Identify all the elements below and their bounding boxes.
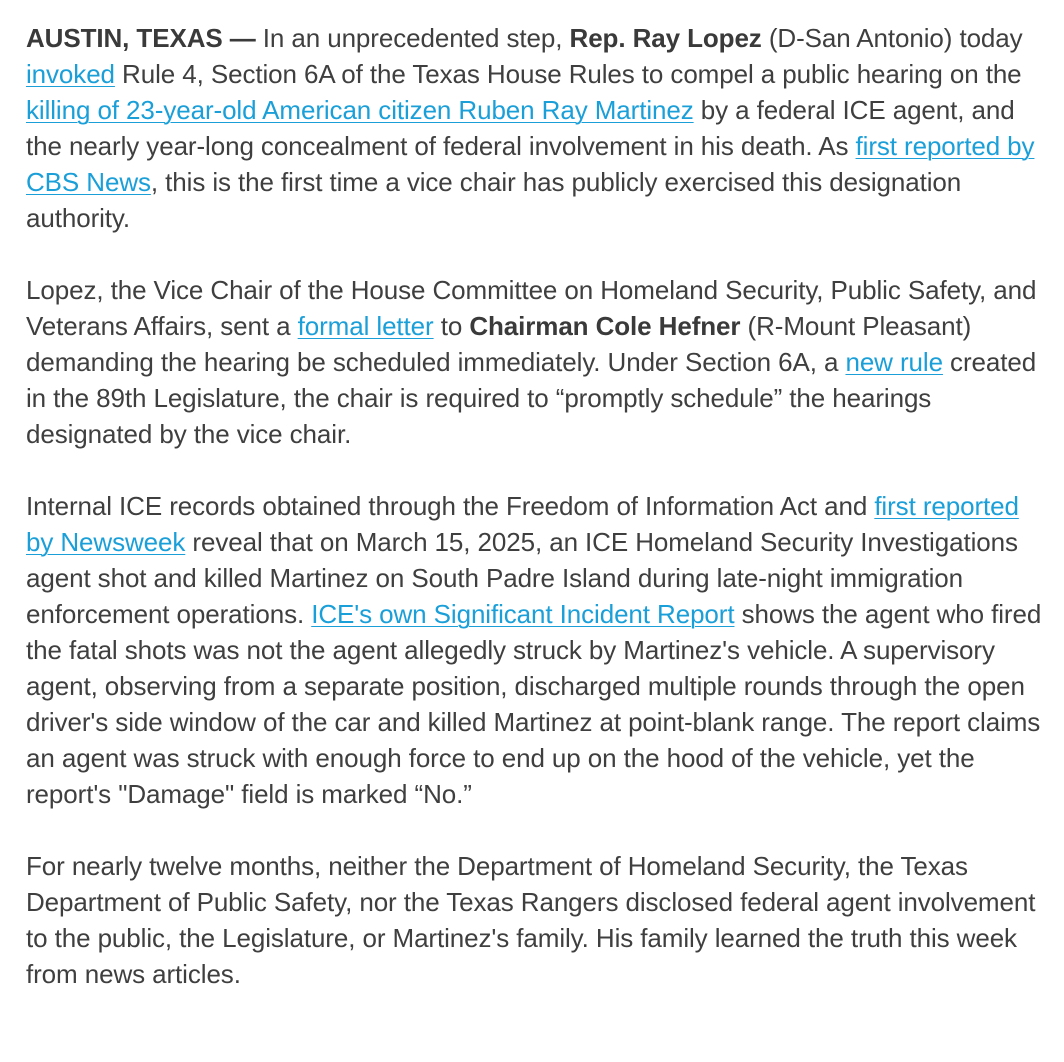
text: Lopez, the Vice Chair of the House Committee on Homeland Security, Public Safety, and Veterans Affairs, sent a <box>26 275 1037 341</box>
chairman-name: Chairman Cole Hefner <box>469 311 741 341</box>
text: , this is the first time a vice chair has publicly exercised this designation authority. <box>26 167 962 233</box>
invoked-link[interactable]: invoked <box>26 59 115 89</box>
cbs-news-link[interactable]: first reported by CBS News <box>26 131 1035 197</box>
paragraph-3 <box>26 488 1046 812</box>
text: by a federal ICE agent, and the nearly year-long concealment of federal involvement in his death. As <box>26 95 1015 161</box>
newsweek-link[interactable]: first reported by Newsweek <box>26 491 1019 557</box>
rep-name: Rep. Ray Lopez <box>569 23 762 53</box>
text: (D-San Antonio) today <box>761 23 1023 53</box>
paragraph-4 <box>26 848 1046 992</box>
formal-letter-link[interactable]: formal letter <box>297 311 434 341</box>
text: Internal ICE records obtained through the Freedom of Information Act and <box>26 491 875 521</box>
text: created in the 89th Legislature, the chair is required to “promptly schedule” the hearings designated by the vice chair. <box>26 347 1037 449</box>
text: to <box>433 311 470 341</box>
paragraph-2 <box>26 272 1046 452</box>
text: reveal that on March 15, 2025, an ICE Homeland Security Investigations agent shot and killed Martinez on South Padre Island during late-night immigration enforcement operations. <box>26 527 1018 629</box>
paragraph-1 <box>26 20 1046 236</box>
new-rule-link[interactable]: new rule <box>845 347 943 377</box>
killing-link[interactable]: killing of 23-year-old American citizen Ruben Ray Martinez <box>26 95 694 125</box>
text: shows the agent who fired the fatal shots was not the agent allegedly struck by Martinez's vehicle. A supervisory agent, observing from a separate position, discharged multiple rounds through the open driver's side window of the car and killed Martinez at point-blank range. The report claims an agent was struck with enough force to end up on the hood of the vehicle, yet the report's "Damage" field is marked “No.” <box>26 599 1042 809</box>
dateline: AUSTIN, TEXAS — <box>26 23 256 53</box>
text: For nearly twelve months, neither the Department of Homeland Security, the Texas Department of Public Safety, nor the Texas Rangers disclosed federal agent involvement to the public, the Legislature, or Martinez's family. His family learned the truth this week from news articles. <box>26 851 1036 989</box>
text: Rule 4, Section 6A of the Texas House Rules to compel a public hearing on the <box>114 59 1022 89</box>
text: (R-Mount Pleasant) demanding the hearing be scheduled immediately. Under Section 6A, a <box>26 311 972 377</box>
text: In an unprecedented step, <box>255 23 570 53</box>
incident-report-link[interactable]: ICE's own Significant Incident Report <box>311 599 735 629</box>
